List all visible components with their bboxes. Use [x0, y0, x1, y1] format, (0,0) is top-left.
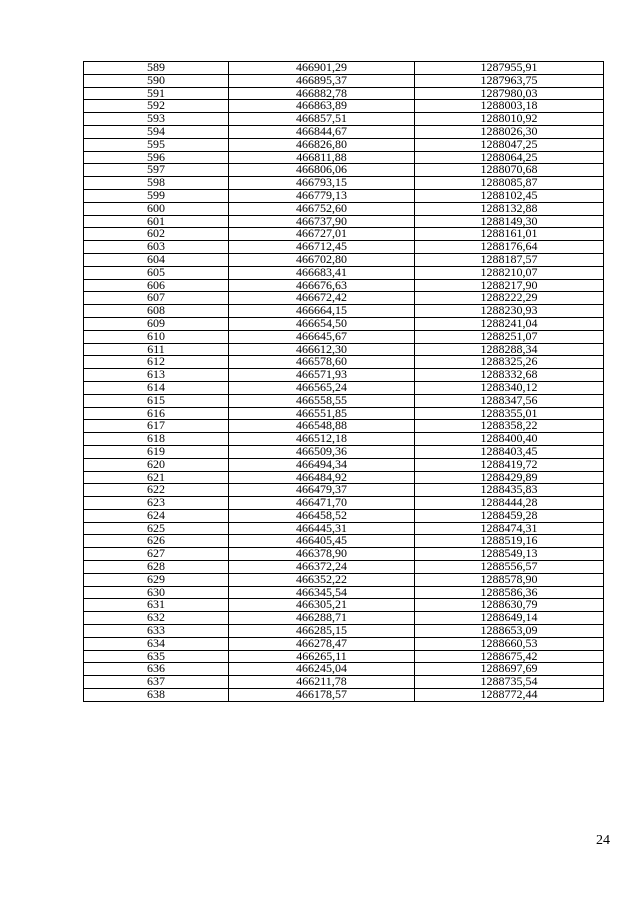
table-row — [84, 343, 604, 356]
point-number-cell: 629 — [84, 573, 229, 586]
point-number-cell: 606 — [84, 279, 229, 292]
point-number-cell: 596 — [84, 151, 229, 164]
table-row — [84, 330, 604, 343]
point-number-cell: 625 — [84, 522, 229, 535]
point-number-cell: 610 — [84, 330, 229, 343]
y-coordinate-cell: 1288403,45 — [415, 445, 604, 458]
table-row — [84, 394, 604, 407]
table-row — [84, 561, 604, 574]
y-coordinate-cell: 1288556,57 — [415, 561, 604, 574]
y-coordinate-cell: 1288026,30 — [415, 125, 604, 138]
x-coordinate-cell: 466245,04 — [229, 663, 415, 676]
x-coordinate-cell: 466779,13 — [229, 189, 415, 202]
table-row — [84, 215, 604, 228]
x-coordinate-cell: 466844,67 — [229, 125, 415, 138]
point-number-cell: 615 — [84, 394, 229, 407]
point-number-cell: 603 — [84, 241, 229, 254]
y-coordinate-cell: 1288176,64 — [415, 241, 604, 254]
table-row — [84, 74, 604, 87]
table-row — [84, 420, 604, 433]
x-coordinate-cell: 466901,29 — [229, 62, 415, 75]
table-row — [84, 317, 604, 330]
x-coordinate-cell: 466752,60 — [229, 202, 415, 215]
y-coordinate-cell: 1288149,30 — [415, 215, 604, 228]
x-coordinate-cell: 466672,42 — [229, 292, 415, 305]
table-row — [84, 612, 604, 625]
x-coordinate-cell: 466512,18 — [229, 433, 415, 446]
x-coordinate-cell: 466727,01 — [229, 228, 415, 241]
x-coordinate-cell: 466285,15 — [229, 625, 415, 638]
table-row — [84, 689, 604, 702]
y-coordinate-cell: 1288010,92 — [415, 113, 604, 126]
y-coordinate-cell: 1288222,29 — [415, 292, 604, 305]
table-row — [84, 62, 604, 75]
y-coordinate-cell: 1288064,25 — [415, 151, 604, 164]
x-coordinate-cell: 466305,21 — [229, 599, 415, 612]
y-coordinate-cell: 1288400,40 — [415, 433, 604, 446]
point-number-cell: 633 — [84, 625, 229, 638]
point-number-cell: 621 — [84, 471, 229, 484]
table-row — [84, 292, 604, 305]
table-row — [84, 381, 604, 394]
x-coordinate-cell: 466737,90 — [229, 215, 415, 228]
x-coordinate-cell: 466895,37 — [229, 74, 415, 87]
y-coordinate-cell: 1288241,04 — [415, 317, 604, 330]
y-coordinate-cell: 1288649,14 — [415, 612, 604, 625]
table-row — [84, 253, 604, 266]
table-row — [84, 228, 604, 241]
y-coordinate-cell: 1288772,44 — [415, 689, 604, 702]
point-number-cell: 592 — [84, 100, 229, 113]
x-coordinate-cell: 466857,51 — [229, 113, 415, 126]
x-coordinate-cell: 466471,70 — [229, 497, 415, 510]
point-number-cell: 634 — [84, 637, 229, 650]
point-number-cell: 622 — [84, 484, 229, 497]
y-coordinate-cell: 1288332,68 — [415, 369, 604, 382]
y-coordinate-cell: 1287955,91 — [415, 62, 604, 75]
y-coordinate-cell: 1288444,28 — [415, 497, 604, 510]
table-row — [84, 573, 604, 586]
x-coordinate-cell: 466565,24 — [229, 381, 415, 394]
y-coordinate-cell: 1288519,16 — [415, 535, 604, 548]
coordinates-table-body — [84, 62, 604, 702]
y-coordinate-cell: 1288340,12 — [415, 381, 604, 394]
x-coordinate-cell: 466793,15 — [229, 177, 415, 190]
table-row — [84, 305, 604, 318]
y-coordinate-cell: 1288003,18 — [415, 100, 604, 113]
point-number-cell: 635 — [84, 650, 229, 663]
point-number-cell: 618 — [84, 433, 229, 446]
table-row — [84, 663, 604, 676]
point-number-cell: 614 — [84, 381, 229, 394]
y-coordinate-cell: 1288288,34 — [415, 343, 604, 356]
point-number-cell: 601 — [84, 215, 229, 228]
point-number-cell: 593 — [84, 113, 229, 126]
table-row — [84, 279, 604, 292]
x-coordinate-cell: 466645,67 — [229, 330, 415, 343]
point-number-cell: 605 — [84, 266, 229, 279]
point-number-cell: 620 — [84, 458, 229, 471]
table-row — [84, 471, 604, 484]
x-coordinate-cell: 466683,41 — [229, 266, 415, 279]
point-number-cell: 595 — [84, 138, 229, 151]
table-row — [84, 266, 604, 279]
y-coordinate-cell: 1288085,87 — [415, 177, 604, 190]
x-coordinate-cell: 466352,22 — [229, 573, 415, 586]
point-number-cell: 624 — [84, 509, 229, 522]
table-row — [84, 484, 604, 497]
table-row — [84, 522, 604, 535]
y-coordinate-cell: 1288549,13 — [415, 548, 604, 561]
y-coordinate-cell: 1288419,72 — [415, 458, 604, 471]
page-number: 24 — [596, 833, 610, 848]
table-row — [84, 650, 604, 663]
x-coordinate-cell: 466458,52 — [229, 509, 415, 522]
point-number-cell: 613 — [84, 369, 229, 382]
x-coordinate-cell: 466494,34 — [229, 458, 415, 471]
y-coordinate-cell: 1288653,09 — [415, 625, 604, 638]
table-row — [84, 676, 604, 689]
x-coordinate-cell: 466712,45 — [229, 241, 415, 254]
x-coordinate-cell: 466378,90 — [229, 548, 415, 561]
y-coordinate-cell: 1288586,36 — [415, 586, 604, 599]
x-coordinate-cell: 466702,80 — [229, 253, 415, 266]
x-coordinate-cell: 466612,30 — [229, 343, 415, 356]
table-row — [84, 458, 604, 471]
table-row — [84, 100, 604, 113]
y-coordinate-cell: 1288047,25 — [415, 138, 604, 151]
x-coordinate-cell: 466509,36 — [229, 445, 415, 458]
point-number-cell: 599 — [84, 189, 229, 202]
y-coordinate-cell: 1288474,31 — [415, 522, 604, 535]
x-coordinate-cell: 466445,31 — [229, 522, 415, 535]
x-coordinate-cell: 466345,54 — [229, 586, 415, 599]
point-number-cell: 590 — [84, 74, 229, 87]
table-row — [84, 548, 604, 561]
point-number-cell: 598 — [84, 177, 229, 190]
table-row — [84, 151, 604, 164]
x-coordinate-cell: 466654,50 — [229, 317, 415, 330]
point-number-cell: 636 — [84, 663, 229, 676]
table-row — [84, 586, 604, 599]
coordinates-table — [83, 61, 604, 702]
table-row — [84, 509, 604, 522]
x-coordinate-cell: 466806,06 — [229, 164, 415, 177]
point-number-cell: 612 — [84, 356, 229, 369]
y-coordinate-cell: 1288070,68 — [415, 164, 604, 177]
y-coordinate-cell: 1288429,89 — [415, 471, 604, 484]
y-coordinate-cell: 1288697,69 — [415, 663, 604, 676]
x-coordinate-cell: 466372,24 — [229, 561, 415, 574]
y-coordinate-cell: 1288578,90 — [415, 573, 604, 586]
point-number-cell: 637 — [84, 676, 229, 689]
point-number-cell: 607 — [84, 292, 229, 305]
y-coordinate-cell: 1288161,01 — [415, 228, 604, 241]
point-number-cell: 611 — [84, 343, 229, 356]
point-number-cell: 619 — [84, 445, 229, 458]
table-row — [84, 433, 604, 446]
table-row — [84, 407, 604, 420]
table-row — [84, 125, 604, 138]
point-number-cell: 617 — [84, 420, 229, 433]
x-coordinate-cell: 466826,80 — [229, 138, 415, 151]
y-coordinate-cell: 1288435,83 — [415, 484, 604, 497]
table-row — [84, 497, 604, 510]
x-coordinate-cell: 466548,88 — [229, 420, 415, 433]
x-coordinate-cell: 466571,93 — [229, 369, 415, 382]
x-coordinate-cell: 466882,78 — [229, 87, 415, 100]
point-number-cell: 638 — [84, 689, 229, 702]
y-coordinate-cell: 1287963,75 — [415, 74, 604, 87]
table-row — [84, 637, 604, 650]
y-coordinate-cell: 1288660,53 — [415, 637, 604, 650]
point-number-cell: 600 — [84, 202, 229, 215]
x-coordinate-cell: 466811,88 — [229, 151, 415, 164]
y-coordinate-cell: 1288355,01 — [415, 407, 604, 420]
table-row — [84, 113, 604, 126]
point-number-cell: 604 — [84, 253, 229, 266]
x-coordinate-cell: 466664,15 — [229, 305, 415, 318]
y-coordinate-cell: 1287980,03 — [415, 87, 604, 100]
point-number-cell: 626 — [84, 535, 229, 548]
point-number-cell: 632 — [84, 612, 229, 625]
y-coordinate-cell: 1288347,56 — [415, 394, 604, 407]
y-coordinate-cell: 1288210,07 — [415, 266, 604, 279]
y-coordinate-cell: 1288325,26 — [415, 356, 604, 369]
point-number-cell: 597 — [84, 164, 229, 177]
table-row — [84, 87, 604, 100]
y-coordinate-cell: 1288630,79 — [415, 599, 604, 612]
x-coordinate-cell: 466676,63 — [229, 279, 415, 292]
y-coordinate-cell: 1288132,88 — [415, 202, 604, 215]
point-number-cell: 608 — [84, 305, 229, 318]
x-coordinate-cell: 466578,60 — [229, 356, 415, 369]
x-coordinate-cell: 466405,45 — [229, 535, 415, 548]
table-row — [84, 599, 604, 612]
x-coordinate-cell: 466551,85 — [229, 407, 415, 420]
y-coordinate-cell: 1288675,42 — [415, 650, 604, 663]
point-number-cell: 594 — [84, 125, 229, 138]
y-coordinate-cell: 1288358,22 — [415, 420, 604, 433]
x-coordinate-cell: 466278,47 — [229, 637, 415, 650]
y-coordinate-cell: 1288187,57 — [415, 253, 604, 266]
table-row — [84, 164, 604, 177]
table-row — [84, 445, 604, 458]
x-coordinate-cell: 466484,92 — [229, 471, 415, 484]
table-row — [84, 625, 604, 638]
point-number-cell: 591 — [84, 87, 229, 100]
table-row — [84, 138, 604, 151]
table-row — [84, 189, 604, 202]
point-number-cell: 628 — [84, 561, 229, 574]
table-row — [84, 535, 604, 548]
y-coordinate-cell: 1288459,28 — [415, 509, 604, 522]
x-coordinate-cell: 466863,89 — [229, 100, 415, 113]
y-coordinate-cell: 1288735,54 — [415, 676, 604, 689]
point-number-cell: 602 — [84, 228, 229, 241]
y-coordinate-cell: 1288102,45 — [415, 189, 604, 202]
point-number-cell: 616 — [84, 407, 229, 420]
y-coordinate-cell: 1288230,93 — [415, 305, 604, 318]
point-number-cell: 623 — [84, 497, 229, 510]
point-number-cell: 589 — [84, 62, 229, 75]
x-coordinate-cell: 466479,37 — [229, 484, 415, 497]
point-number-cell: 630 — [84, 586, 229, 599]
point-number-cell: 627 — [84, 548, 229, 561]
table-row — [84, 369, 604, 382]
table-row — [84, 202, 604, 215]
x-coordinate-cell: 466211,78 — [229, 676, 415, 689]
point-number-cell: 609 — [84, 317, 229, 330]
table-row — [84, 177, 604, 190]
y-coordinate-cell: 1288251,07 — [415, 330, 604, 343]
x-coordinate-cell: 466558,55 — [229, 394, 415, 407]
point-number-cell: 631 — [84, 599, 229, 612]
x-coordinate-cell: 466265,11 — [229, 650, 415, 663]
table-row — [84, 241, 604, 254]
x-coordinate-cell: 466288,71 — [229, 612, 415, 625]
y-coordinate-cell: 1288217,90 — [415, 279, 604, 292]
table-row — [84, 356, 604, 369]
x-coordinate-cell: 466178,57 — [229, 689, 415, 702]
